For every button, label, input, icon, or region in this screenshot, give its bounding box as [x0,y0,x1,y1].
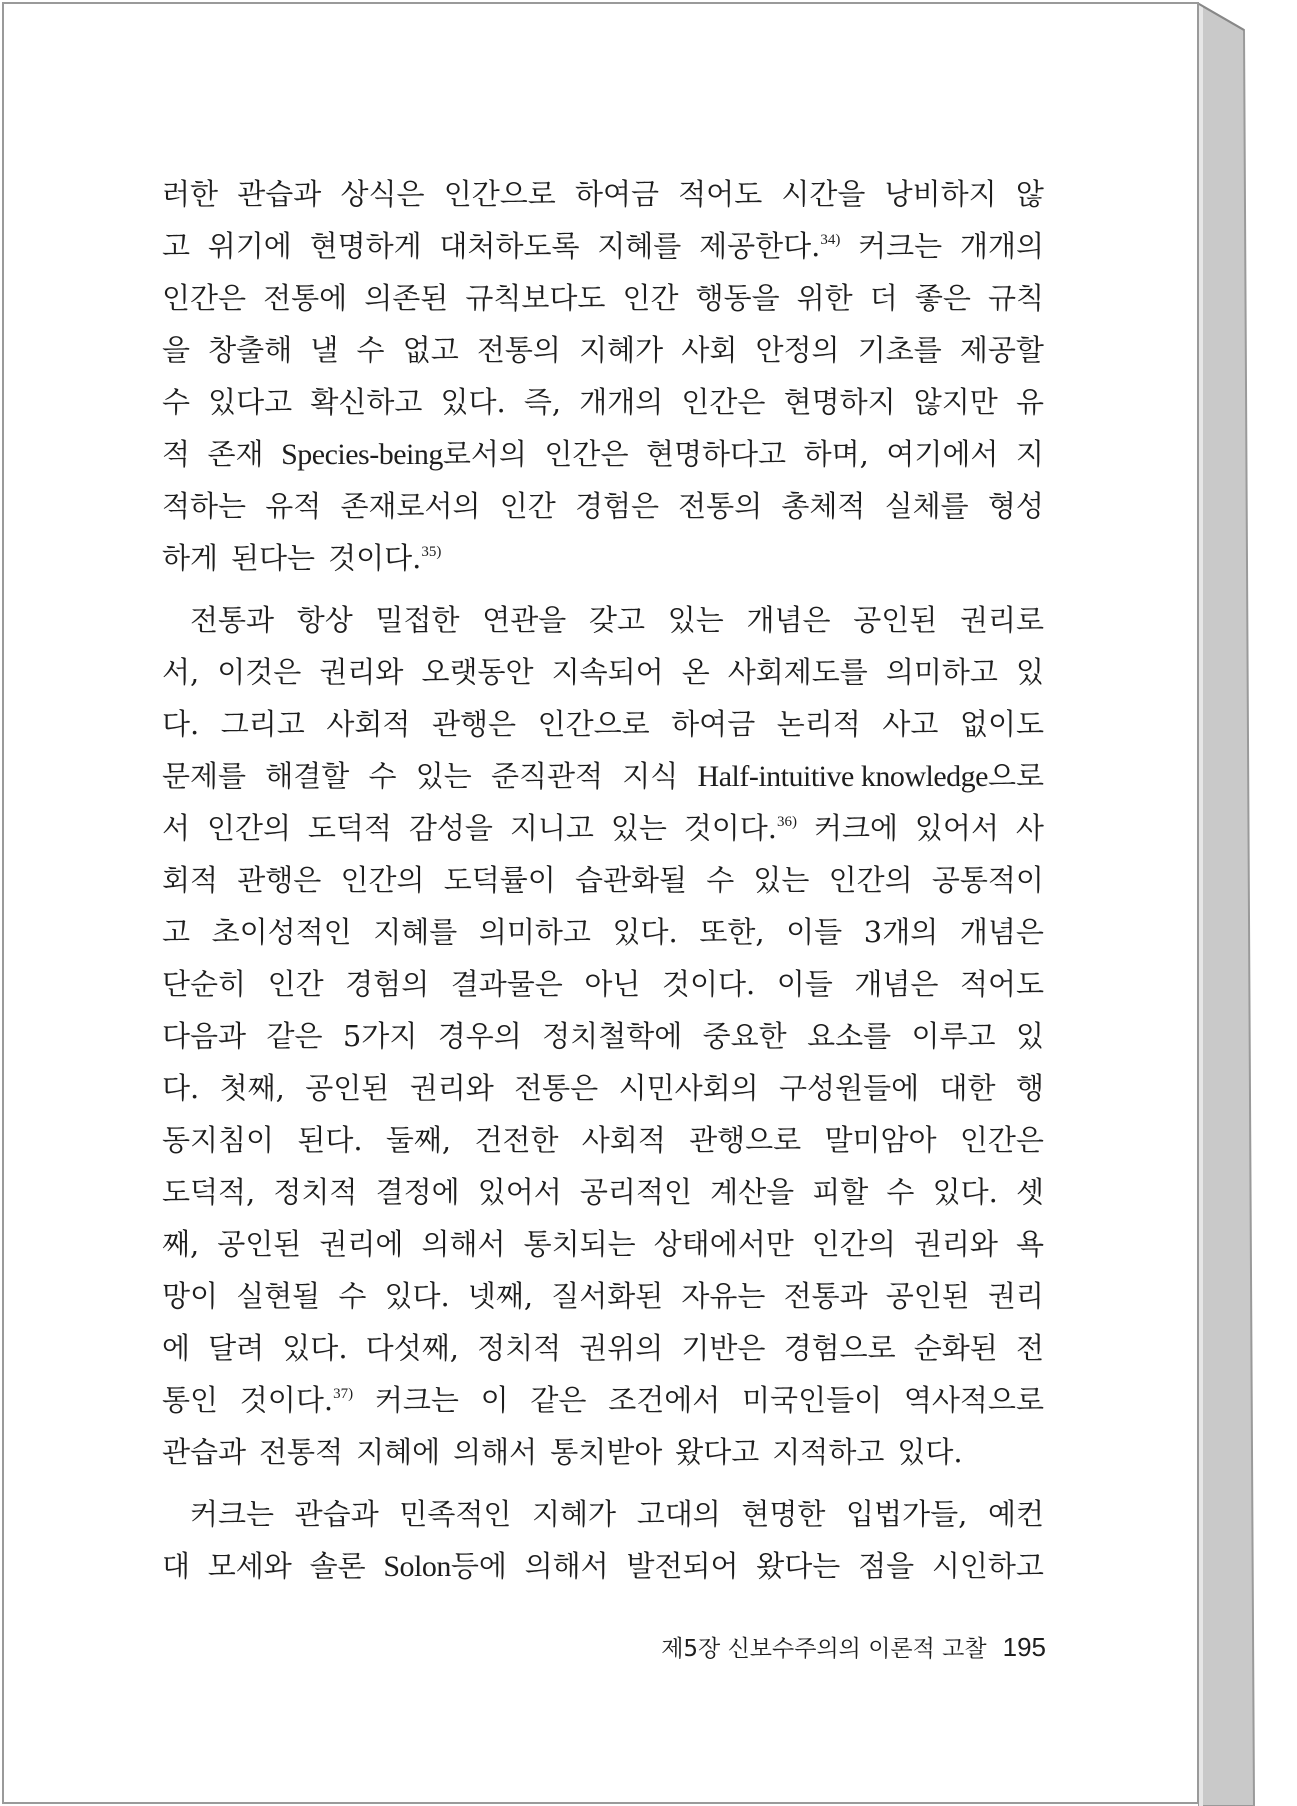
text-line [162,168,1044,220]
word: 수 [338,1279,367,1313]
word: 대처하도록 [439,229,580,263]
word: 창출해 [208,333,293,367]
word: 다. [162,707,200,741]
word: 공인된 [305,1071,390,1105]
word: 이들 [786,915,843,949]
word: 있는 [753,863,810,897]
word: 시민사회의 [618,1071,759,1105]
text-line [162,698,1044,750]
word: 실체를 [884,489,969,523]
word: 오랫동안 [421,655,534,689]
word: 있는 [667,603,724,637]
body-text [162,168,1044,1592]
word: 하게 [162,541,219,575]
word: 인간 [267,967,324,1001]
word: 제공한다.$^{34)}$ [699,229,841,263]
word: 것이다. [661,967,756,1001]
word: 권리와 [319,655,404,689]
word: 인간의 [828,863,913,897]
word: 경험으로 [783,1331,896,1365]
word: 해결할 [265,759,350,793]
word: 연관을 [482,603,567,637]
word: 사회제도를 [727,655,868,689]
word: 사고 [882,707,939,741]
text-line [162,1540,1044,1592]
word: 지적하고 [772,1435,885,1469]
word: 통치되는 [523,1227,636,1261]
footnote-marker: 37) [333,1386,354,1402]
word: 총체적 [781,489,866,523]
word: 예컨 [987,1497,1044,1531]
word: 수 [886,1175,915,1209]
word: 형성 [987,489,1044,523]
word: 기초를 [857,333,942,367]
word: 행 [1015,1071,1044,1105]
word: 즉, [523,385,562,419]
word: 안정의 [755,333,840,367]
word: 통치받아 [550,1435,663,1469]
latin-term: Species-being [281,438,443,471]
word: 상식은 [340,177,425,211]
word: 있다. [897,1435,963,1469]
word: 인간은 [681,385,766,419]
word: 규칙보다도 [465,281,606,315]
word [383,1540,507,1593]
word: 다. [162,1071,200,1105]
word: 지니고 [509,811,594,845]
word: 의해서 [453,1435,538,1469]
text-line [162,220,1044,272]
word: 도덕률이 [443,863,556,897]
word: 솔론 [309,1549,366,1583]
word: 된다. [297,1123,363,1157]
word: 권리 [987,1279,1044,1313]
running-footer [600,1630,1046,1663]
word: 지식 [622,759,679,793]
word: 기반은 [681,1331,766,1365]
word: 의해서 [524,1549,609,1583]
word: 러한 [162,177,219,211]
text-line [162,646,1044,698]
word: 순화된 [913,1331,998,1365]
word: 지혜가 [579,333,664,367]
word: 없고 [402,333,459,367]
text-line [162,480,1044,532]
word: 점을 [858,1549,915,1583]
text-line [162,854,1044,906]
text-line [162,1426,1044,1478]
word: 습관화될 [574,863,687,897]
text-line [162,594,1044,646]
text-line [162,750,1044,802]
word: 인간 [622,281,679,315]
word: 밀접한 [375,603,460,637]
text-line [162,1322,1044,1374]
text-line [162,802,1044,854]
word: 감성을 [408,811,493,845]
word: 전 [1015,1331,1044,1365]
word: 인간은 [959,1123,1044,1157]
word: 공인된 [853,603,938,637]
word: 유적 [265,489,322,523]
text-line [162,958,1044,1010]
word: 문제를 [162,759,247,793]
word: 것이다.$^{35)}$ [328,541,442,575]
word: 규칙 [987,281,1044,315]
word: 의미하고 [885,655,998,689]
word: 같은 [530,1383,587,1417]
text-line [162,428,1044,480]
word: 왔다는 [756,1549,841,1583]
word: 관습과 [162,1435,247,1469]
word: 단순히 [162,967,247,1001]
word-suffix: 등에 [450,1549,507,1583]
word: 셋 [1015,1175,1044,1209]
word: 있다. [440,385,506,419]
word: 회적 [162,863,219,897]
text-line [162,324,1044,376]
word: 수 [356,333,385,367]
word: 상태에서만 [653,1227,794,1261]
word: 있 [1015,655,1044,689]
word: 적어도 [678,177,763,211]
footnote-marker: 36) [777,814,798,830]
word: 사회 [681,333,738,367]
word: 피할 [812,1175,869,1209]
word: 대한 [939,1071,996,1105]
word: 결과물은 [450,967,563,1001]
word: 욕 [1015,1227,1044,1261]
word: 이것은 [217,655,302,689]
word: 커크는 [374,1383,459,1417]
word: 경우의 [437,1019,522,1053]
word: 시인하고 [931,1549,1044,1583]
word: 다음과 [162,1019,247,1053]
word: 모세와 [207,1549,292,1583]
text-line [162,1218,1044,1270]
word: 인간은 [544,437,629,471]
word: 동지침이 [162,1123,275,1157]
word: 고 [162,915,191,949]
word: 중요한 [702,1019,787,1053]
word: 그리고 [220,707,305,741]
word: 인간의 [340,863,425,897]
latin-term: Half-intuitive knowledge [697,760,988,793]
word: 다섯째, [365,1331,459,1365]
word: 수 [706,863,735,897]
word: 더 [869,281,898,315]
word: 확신하고 [310,385,423,419]
word: 서 [162,811,191,845]
word: 존재 [207,437,264,471]
word: 도덕적 [307,811,392,845]
word: 있다. [282,1331,348,1365]
word: 개념은 [959,915,1044,949]
text-line [162,1062,1044,1114]
word: 있 [1015,1019,1044,1053]
word: 여기에서 [886,437,999,471]
word: 권리로 [959,603,1044,637]
text-line [162,1010,1044,1062]
word: 입법가들, [846,1497,968,1531]
word [698,750,1044,803]
word: 대 [162,1549,191,1583]
word: 인간은 [162,281,247,315]
word: 인간으로 [443,177,556,211]
word: 된다는 [231,541,316,575]
word: 행동을 [695,281,780,315]
word: 낭비하지 [884,177,997,211]
word: 커크는 [190,1497,275,1531]
word: 존재로서의 [340,489,481,523]
word: 지혜에 [356,1435,441,1469]
word: 인간의 [811,1227,896,1261]
word: 째, [162,1227,200,1261]
word: 항상 [296,603,353,637]
word: 개개의 [959,229,1044,263]
word: 현명하게 [309,229,422,263]
word: 관행은 [431,707,517,741]
word: 조건에서 [608,1383,721,1417]
word: 도덕적, [162,1175,256,1209]
word: 지 [1015,437,1044,471]
word: 관행으로 [689,1123,802,1157]
text-line [162,1270,1044,1322]
word: 넷째, [467,1279,534,1313]
text-line [162,1114,1044,1166]
word: 고대의 [636,1497,721,1531]
word: 있다고 [208,385,293,419]
word: 계산을 [710,1175,795,1209]
word: 있어서 [477,1175,562,1209]
word: 달려 [208,1331,265,1365]
word: 지혜를 [373,915,458,949]
word: 수 [162,385,191,419]
word: 있어서 [914,811,999,845]
word: 좋은 [914,281,971,315]
word: 공인된 [217,1227,302,1261]
word: 인간 [499,489,556,523]
word: 있는 [610,811,667,845]
text-line [162,272,1044,324]
word: 서, [162,655,200,689]
word: 위기에 [207,229,292,263]
word: 적 [162,437,191,471]
word: 민족적인 [399,1497,512,1531]
word: 없이도 [959,707,1044,741]
text-line [162,1374,1044,1426]
word: 권위의 [579,1331,664,1365]
word: 지속되어 [551,655,664,689]
word: 사회적 [581,1123,666,1157]
word: 말미암아 [824,1123,937,1157]
word: 지혜를 [597,229,682,263]
word-suffix: 으로 [987,759,1044,793]
text-line [162,532,1044,584]
word: 커크는 [858,229,943,263]
paragraph-gap [162,584,1044,594]
paragraph-gap [162,1478,1044,1488]
word: 전통과 [190,603,275,637]
word: 수 [368,759,397,793]
word: 온 [681,655,710,689]
word: 이루고 [911,1019,996,1053]
word: 건전한 [474,1123,559,1157]
word: 전통에 [263,281,348,315]
word: 관습과 [294,1497,379,1531]
word: 적어도 [959,967,1044,1001]
word: 사 [1015,811,1044,845]
word: 낼 [310,333,339,367]
word: 전통의 [476,333,561,367]
text-line [162,376,1044,428]
word: 또한, [699,915,765,949]
word: 5가지 [342,1019,418,1053]
word: 사회적 [326,707,411,741]
word: 초이성적인 [211,915,352,949]
word: 왔다고 [675,1435,760,1469]
text-line [162,1166,1044,1218]
word: 유 [1015,385,1044,419]
word: 미국인들이 [742,1383,883,1417]
word: 권리와 [913,1227,998,1261]
word: 전통과 [783,1279,868,1313]
word: 경험의 [345,967,430,1001]
word: 것이다.$^{37)}$ [239,1383,354,1417]
word: 전통은 [514,1071,599,1105]
word: 있는 [415,759,472,793]
word: 개념은 [854,967,939,1001]
word: 정치철학에 [542,1019,683,1053]
word: 결정에 [375,1175,460,1209]
word: 현명한 [741,1497,826,1531]
word: 실현될 [236,1279,321,1313]
word: 하여금 [671,707,756,741]
word: 개념은 [746,603,831,637]
word: 을 [162,333,191,367]
word: 공인된 [885,1279,970,1313]
word: 지혜가 [532,1497,617,1531]
word: 적하는 [162,489,247,523]
footnote-marker: 35) [421,544,442,560]
word [281,428,527,481]
footnote-marker: 34) [820,232,841,248]
word: 구성원들에 [779,1071,920,1105]
text-line [162,1488,1044,1540]
word: 이들 [776,967,833,1001]
word: 하며, [803,437,869,471]
word: 정치적 [273,1175,358,1209]
word: 권리에 [319,1227,404,1261]
word: 관습과 [237,177,322,211]
word: 논리적 [776,707,861,741]
word: 같은 [266,1019,323,1053]
word: 현명하다고 [645,437,787,471]
word: 첫째, [219,1071,285,1105]
word: 개개의 [579,385,664,419]
word: 하여금 [574,177,659,211]
word: 둘째, [385,1123,452,1157]
word: 이 [480,1383,509,1417]
word: 전통의 [678,489,763,523]
word: 통인 [162,1383,219,1417]
word: 고 [162,229,191,263]
word: 위한 [796,281,853,315]
word: 않지만 [913,385,998,419]
word: 관행은 [237,863,322,897]
word: 커크에 [813,811,898,845]
word: 것이다.$^{36)}$ [683,811,798,845]
word: 정치적 [477,1331,562,1365]
word-suffix: 로서의 [442,437,527,471]
word: 않 [1015,177,1044,211]
word: 현명하지 [783,385,896,419]
word: 권리와 [409,1071,494,1105]
word: 전통적 [259,1435,344,1469]
word: 경험은 [574,489,659,523]
word: 공리적인 [579,1175,692,1209]
word: 의존된 [364,281,449,315]
word: 망이 [162,1279,219,1313]
text-line [162,906,1044,958]
word: 발전되어 [626,1549,739,1583]
word: 의미하고 [478,915,591,949]
word: 있다. [612,915,678,949]
word: 시간을 [781,177,866,211]
chapter-title: 제5장 신보수주의의 이론적 고찰 [661,1636,987,1662]
word: 질서화된 [551,1279,664,1313]
word: 있다. [932,1175,998,1209]
word: 에 [162,1331,191,1365]
word: 3개의 [863,915,939,949]
word: 아닌 [584,967,641,1001]
word: 요소를 [807,1019,892,1053]
latin-term: Solon [383,1550,451,1583]
page-number: 195 [1002,1632,1046,1662]
word: 준직관적 [491,759,604,793]
word: 갖고 [588,603,646,637]
word: 인간으로 [537,707,650,741]
word: 있다. [384,1279,450,1313]
word: 제공할 [959,333,1044,367]
word: 공통적이 [931,863,1044,897]
word: 의해서 [421,1227,506,1261]
word: 인간의 [206,811,291,845]
word: 역사적으로 [903,1383,1044,1417]
word: 자유는 [681,1279,766,1313]
